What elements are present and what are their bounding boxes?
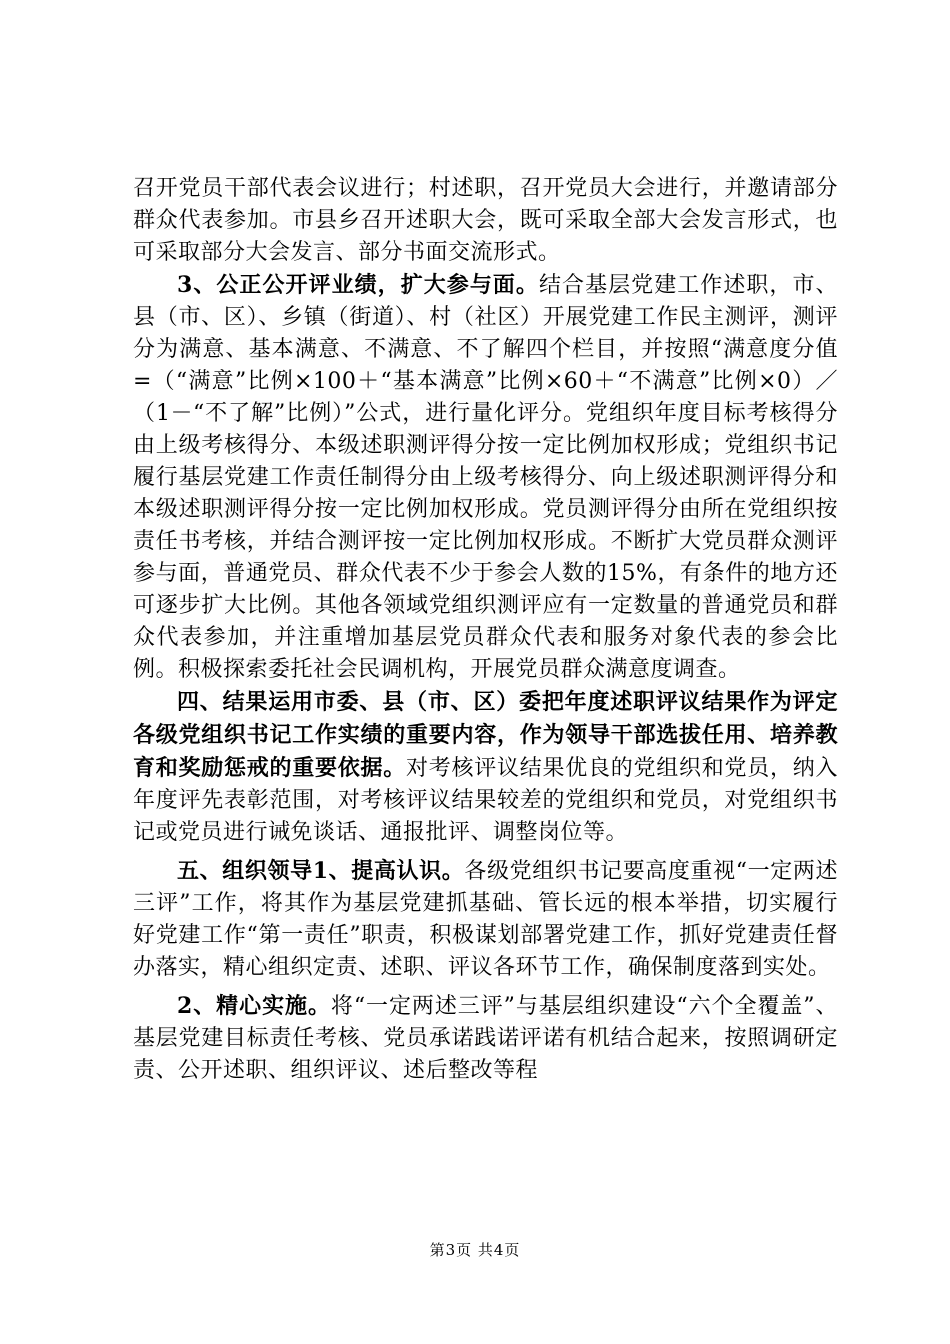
page-number: 第3页 共4页 [429, 1241, 521, 1259]
page-footer [0, 1240, 950, 1260]
paragraph-section-four [133, 686, 838, 849]
paragraph-heading: 四、结果运用市委、县（市、区）委把年度述职评议结果作为评定各级党组织书记工作实绩的重要内容，作为领导干部选拔任用、培养教育和奖励惩戒的重要依据。 [133, 689, 838, 781]
paragraph-section-five [133, 855, 838, 984]
paragraph-text: 召开党员干部代表会议进行；村述职，召开党员大会进行，并邀请部分群众代表参加。市县乡召开述职大会，既可采取全部大会发言形式，也可采取部分大会发言、部分书面交流形式。 [133, 176, 838, 265]
paragraph-heading: 五、组织领导1、提高认识。 [177, 858, 465, 884]
document-body [133, 172, 838, 1087]
paragraph-text: 将“一定两述三评”与基层组织建设“六个全覆盖”、基层党建目标责任考核、党员承诺践诺评诺有机结合起来，按照调研定责、公开述职、组织评议、述后整改等程 [133, 994, 838, 1083]
paragraph-text: 结合基层党建工作述职，市、县（市、区）、乡镇（街道）、村（社区）开展党建工作民主测评，测评分为满意、基本满意、不满意、不了解四个栏目，并按照“满意度分值=（“满意”比例×100＋“基本满意”比例×60＋“不满意”比例×0）／（1－“不了解”比例）”公式，进行量化评分。党组织年度目标考核得分由上级考核得分、本级述职测评得分按一定比例加权形成；党组织书记履行基层党建工作责任制得分由上级考核得分、向上级述职测评得分和本级述职测评得分按一定比例加权形成。党员测评得分由所在党组织按责任书考核，并结合测评按一定比例加权形成。不断扩大党员群众测评参与面，普通党员、群众代表不少于参会人数的15%，有条件的地方还可逐步扩大比例。其他各领域党组织测评应有一定数量的普通党员和群众代表参加，并注重增加基层党员群众代表和服务对象代表的参会比例。积极探索委托社会民调机构，开展党员群众满意度调查。 [133, 273, 838, 682]
paragraph-text: 各级党组织书记要高度重视“一定两述三评”工作，将其作为基层党建抓基础、管长远的根本举措，切实履行好党建工作“第一责任”职责，积极谋划部署党建工作，抓好党建责任督办落实，精心组织定责、述职、评议各环节工作，确保制度落到实处。 [133, 859, 839, 980]
paragraph-continuation [133, 172, 838, 269]
paragraph-section-five-2 [133, 990, 838, 1087]
paragraph-heading: 3、公正公开评业绩，扩大参与面。 [177, 272, 539, 298]
paragraph-text: 对考核评议结果优良的党组织和党员，纳入年度评先表彰范围，对考核评议结果较差的党组织和党员，对党组织书记或党员进行诫免谈话、通报批评、调整岗位等。 [133, 756, 838, 845]
paragraph-section-3 [133, 269, 838, 686]
paragraph-heading: 2、精心实施。 [177, 993, 331, 1019]
